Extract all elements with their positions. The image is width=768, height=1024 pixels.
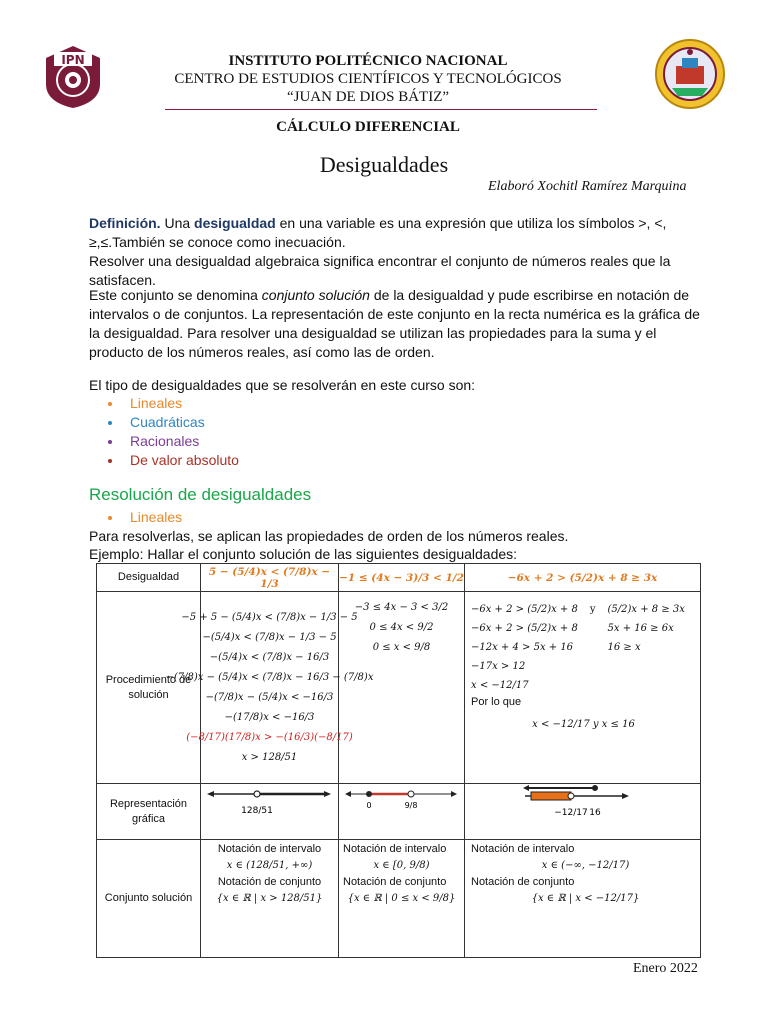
solution-term: conjunto solución xyxy=(261,287,370,303)
table-row xyxy=(97,840,701,958)
interval-label: Notación de intervalo xyxy=(471,843,575,855)
step: (5/2)x + 8 ≥ 3x xyxy=(607,604,685,615)
example-text: Ejemplo: Hallar el conjunto solución de las siguientes desigualdades: xyxy=(89,546,518,562)
step: −6x + 2 > (5/2)x + 8 xyxy=(471,604,578,615)
school-name: “JUAN DE DIOS BÁTIZ” xyxy=(286,89,450,105)
step: −3 ≤ 4x − 3 < 3/2 xyxy=(354,602,449,613)
bullet-icon xyxy=(108,421,112,425)
step: −12x + 4 > 5x + 16 xyxy=(471,642,574,653)
definition-label: Definición. xyxy=(89,215,161,231)
bullet-icon xyxy=(108,516,112,520)
type-label: Racionales xyxy=(130,433,200,449)
inequality-text: 5 − (5/4)x < (7/8)x − 1/3 xyxy=(208,565,331,590)
type-label: Lineales xyxy=(130,395,183,411)
step: −(7/8)x − (5/4)x < −16/3 xyxy=(205,692,334,703)
interval-notation: x ∈ [0, 9/8) xyxy=(373,860,430,871)
section-bullet xyxy=(108,508,182,527)
therefore-text: Por lo que xyxy=(471,696,522,708)
set-label: Notación de conjunto xyxy=(217,876,322,888)
solution-text-b: de la desigualdad y pude escribirse en notación de intervalos o de conjuntos. La representación de este conjunto en la recta numérica es la gráfica de la desigualdad. Para resolver una desigualdad se utilizan las propiedades para la suma y el producto de los números reales, así como las de orden. xyxy=(89,287,700,360)
type-label: Cuadráticas xyxy=(130,414,205,430)
step: x < −12/17 xyxy=(471,680,529,691)
cecyt-logo xyxy=(654,38,726,110)
table-row xyxy=(97,564,701,592)
section-bullet-label: Lineales xyxy=(130,509,183,525)
section-heading: Resolución de desigualdades xyxy=(89,485,312,504)
center-name: CENTRO DE ESTUDIOS CIENTÍFICOS Y TECNOLÓGICOS xyxy=(174,71,562,87)
header-rule xyxy=(165,109,597,110)
step: −17x > 12 xyxy=(471,661,526,672)
header-cell: Representación gráfica xyxy=(97,784,201,840)
inequality-text: −1 ≤ (4x − 3)/3 < 1/2 xyxy=(339,571,464,584)
header-cell: Procedimiento de solución xyxy=(97,592,201,784)
step: −(5/4)x < (7/8)x − 16/3 xyxy=(209,652,330,663)
set-notation: {x ∈ ℝ | 0 ≤ x < 9/8} xyxy=(347,893,456,904)
set-label: Notación de conjunto xyxy=(471,876,575,888)
step: 5x + 16 ≥ 6x xyxy=(607,623,674,634)
types-intro: El tipo de desigualdades que se resolverán en este curso son: xyxy=(89,377,476,393)
interval-label: Notación de intervalo xyxy=(217,843,322,855)
solution-3 xyxy=(465,840,701,958)
svg-text:IPN: IPN xyxy=(61,53,85,67)
definition-word: desigualdad xyxy=(194,215,276,231)
type-item-cuadraticas xyxy=(108,413,205,432)
number-line-2 xyxy=(339,784,463,836)
interval-label: Notación de intervalo xyxy=(343,843,447,855)
graph-2 xyxy=(339,784,465,840)
inequality-1 xyxy=(201,564,339,592)
graph-label: 128/51 xyxy=(241,806,273,816)
step: −6x + 2 > (5/2)x + 8 xyxy=(471,623,578,634)
set-label: Notación de conjunto xyxy=(343,876,447,888)
procedure-1 xyxy=(165,592,374,784)
bullet-icon xyxy=(108,459,112,463)
author-line: Elaboró Xochitl Ramírez Marquina xyxy=(488,179,687,194)
type-label: De valor absoluto xyxy=(130,452,239,468)
subject-title: CÁLCULO DIFERENCIAL xyxy=(276,119,460,135)
type-item-absoluto xyxy=(108,451,239,470)
interval-notation: x ∈ (128/51, +∞) xyxy=(226,860,313,871)
step: −(5/4)x < (7/8)x − 1/3 − 5 xyxy=(202,632,337,643)
type-item-lineales xyxy=(108,394,182,413)
header-cell: Conjunto solución xyxy=(97,840,201,958)
step: −(17/8)x < −16/3 xyxy=(224,712,315,723)
definition-text-b: en una variable es una expresión que utiliza los símbolos >, <, ≥,≤.También se conoce como inecuación. xyxy=(89,215,667,250)
set-notation: {x ∈ ℝ | x > 128/51} xyxy=(216,893,323,904)
step: −5 + 5 − (5/4)x < (7/8)x − 1/3 − 5 xyxy=(181,612,358,623)
step: x > 128/51 xyxy=(241,752,298,763)
step: 16 ≥ x xyxy=(607,642,641,653)
definition-paragraph xyxy=(89,214,709,252)
section-text: Para resolverlas, se aplican las propiedades de orden de los números reales. xyxy=(89,528,569,544)
solve-paragraph: Resolver una desigualdad algebraica significa encontrar el conjunto de números reales que la satisfacen. xyxy=(89,253,671,288)
bullet-icon xyxy=(108,402,112,406)
table-row xyxy=(97,592,701,784)
institution-name: INSTITUTO POLITÉCNICO NACIONAL xyxy=(228,53,508,69)
step: 0 ≤ 4x < 9/2 xyxy=(369,622,434,633)
inequality-3 xyxy=(465,564,701,592)
number-line-3 xyxy=(465,784,699,836)
set-notation: {x ∈ ℝ | x < −12/17} xyxy=(531,893,640,904)
graph-label: 9/8 xyxy=(404,801,418,810)
graph-1 xyxy=(201,784,339,840)
page-title: Desigualdades xyxy=(319,152,449,177)
solution-text-a: Este conjunto se denomina xyxy=(89,287,262,303)
procedure-3 xyxy=(465,592,701,784)
solution-1 xyxy=(201,840,339,958)
step: (−8/17)(17/8)x > −(16/3)(−8/17) xyxy=(186,732,353,743)
type-item-racionales xyxy=(108,432,199,451)
ipn-logo xyxy=(42,44,104,110)
solution-2 xyxy=(339,840,465,958)
bullet-icon xyxy=(108,440,112,444)
graph-3 xyxy=(465,784,701,840)
step: 0 ≤ x < 9/8 xyxy=(372,642,431,653)
footer-date: Enero 2022 xyxy=(633,961,698,976)
solution-set-paragraph xyxy=(89,286,709,362)
step: −(7/8)x − (5/4)x < (7/8)x − 16/3 − (7/8)x xyxy=(165,672,374,683)
inequality-2 xyxy=(339,564,465,592)
interval-notation: x ∈ (−∞, −12/17) xyxy=(541,860,630,871)
inequalities-table xyxy=(96,563,701,958)
and-word: y xyxy=(589,604,596,615)
graph-label: 16 xyxy=(589,808,601,818)
table-row xyxy=(97,784,701,840)
graph-label: 0 xyxy=(366,801,372,810)
header-cell: Desigualdad xyxy=(97,564,201,592)
number-line-1 xyxy=(201,784,337,836)
definition-text-a: Una xyxy=(160,215,195,231)
final-result: x < −12/17 y x ≤ 16 xyxy=(532,719,635,730)
inequality-text: −6x + 2 > (5/2)x + 8 ≥ 3x xyxy=(507,571,658,584)
graph-label: −12/17 xyxy=(554,808,588,818)
